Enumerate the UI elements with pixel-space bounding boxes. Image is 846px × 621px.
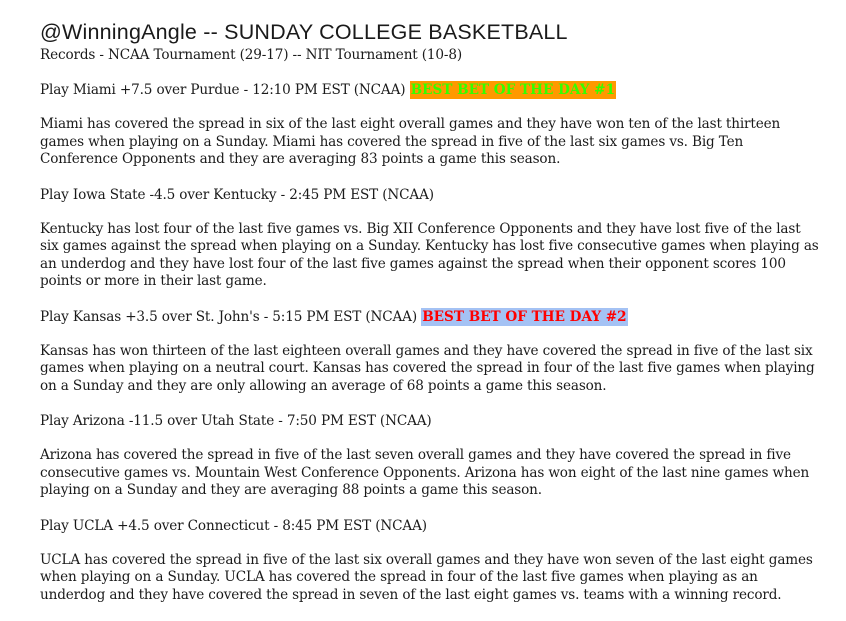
records-line: Records - NCAA Tournament (29-17) -- NIT Tournament (10-8) — [40, 47, 463, 63]
pick-arizona: Play Arizona -11.5 over Utah State - 7:50 PM EST (NCAA) — [40, 413, 432, 429]
best-bet-badge-2: BEST BET OF THE DAY #2 — [422, 308, 627, 325]
analysis-kentucky: Kentucky has lost four of the last five games vs. Big XII Conference Opponents and they have lost five of the last six games against the spread when playing on a Sunday. Kentucky has lost five consecutive games when playing as an underdog and they have lost four of the last five games against the spread when their opponent scores 100 points or more in their last game. — [40, 220, 819, 289]
pick-ucla: Play UCLA +4.5 over Connecticut - 8:45 PM EST (NCAA) — [40, 517, 427, 534]
analysis-ucla: UCLA has covered the spread in five of the last six overall games and they have won seven of the last eight games when playing on a Sunday. UCLA has covered the spread in four of the last five games when playing as an underdog and they have covered the spread in seven of the last eight games vs. teams with a winning record. — [40, 551, 813, 603]
pick-text: Play Miami +7.5 over Purdue - 12:10 PM EST (NCAA) — [40, 82, 410, 98]
best-bet-badge-1: BEST BET OF THE DAY #1 — [410, 82, 616, 98]
pick-iowa-state: Play Iowa State -4.5 over Kentucky - 2:45 PM EST (NCAA) — [40, 186, 434, 203]
pick-kansas — [40, 308, 820, 326]
pick-text: Play Kansas +3.5 over St. John's - 5:15 PM EST (NCAA) — [40, 308, 422, 325]
page-title: @WinningAngle -- SUNDAY COLLEGE BASKETBALL — [40, 20, 568, 44]
document-page — [40, 18, 820, 621]
analysis-miami: Miami has covered the spread in six of the last eight overall games and they have won ten of the last thirteen games when playing on a Sunday. Miami has covered the spread in five of the last six games vs. Big Ten Conference Opponents and they are averaging 83 points a game this season. — [40, 116, 781, 167]
analysis-arizona: Arizona has covered the spread in five of the last seven overall games and they have covered the spread in five consecutive games vs. Mountain West Conference Opponents. Arizona has won eight of the last nine games when playing on a Sunday and they are averaging 88 points a game this season. — [40, 447, 810, 498]
pick-miami — [40, 81, 820, 99]
analysis-kansas: Kansas has won thirteen of the last eighteen overall games and they have covered the spread in five of the last six games when playing on a neutral court. Kansas has covered the spread in four of the last five games when playing on a Sunday and they are only allowing an average of 68 points a game this season. — [40, 342, 815, 394]
